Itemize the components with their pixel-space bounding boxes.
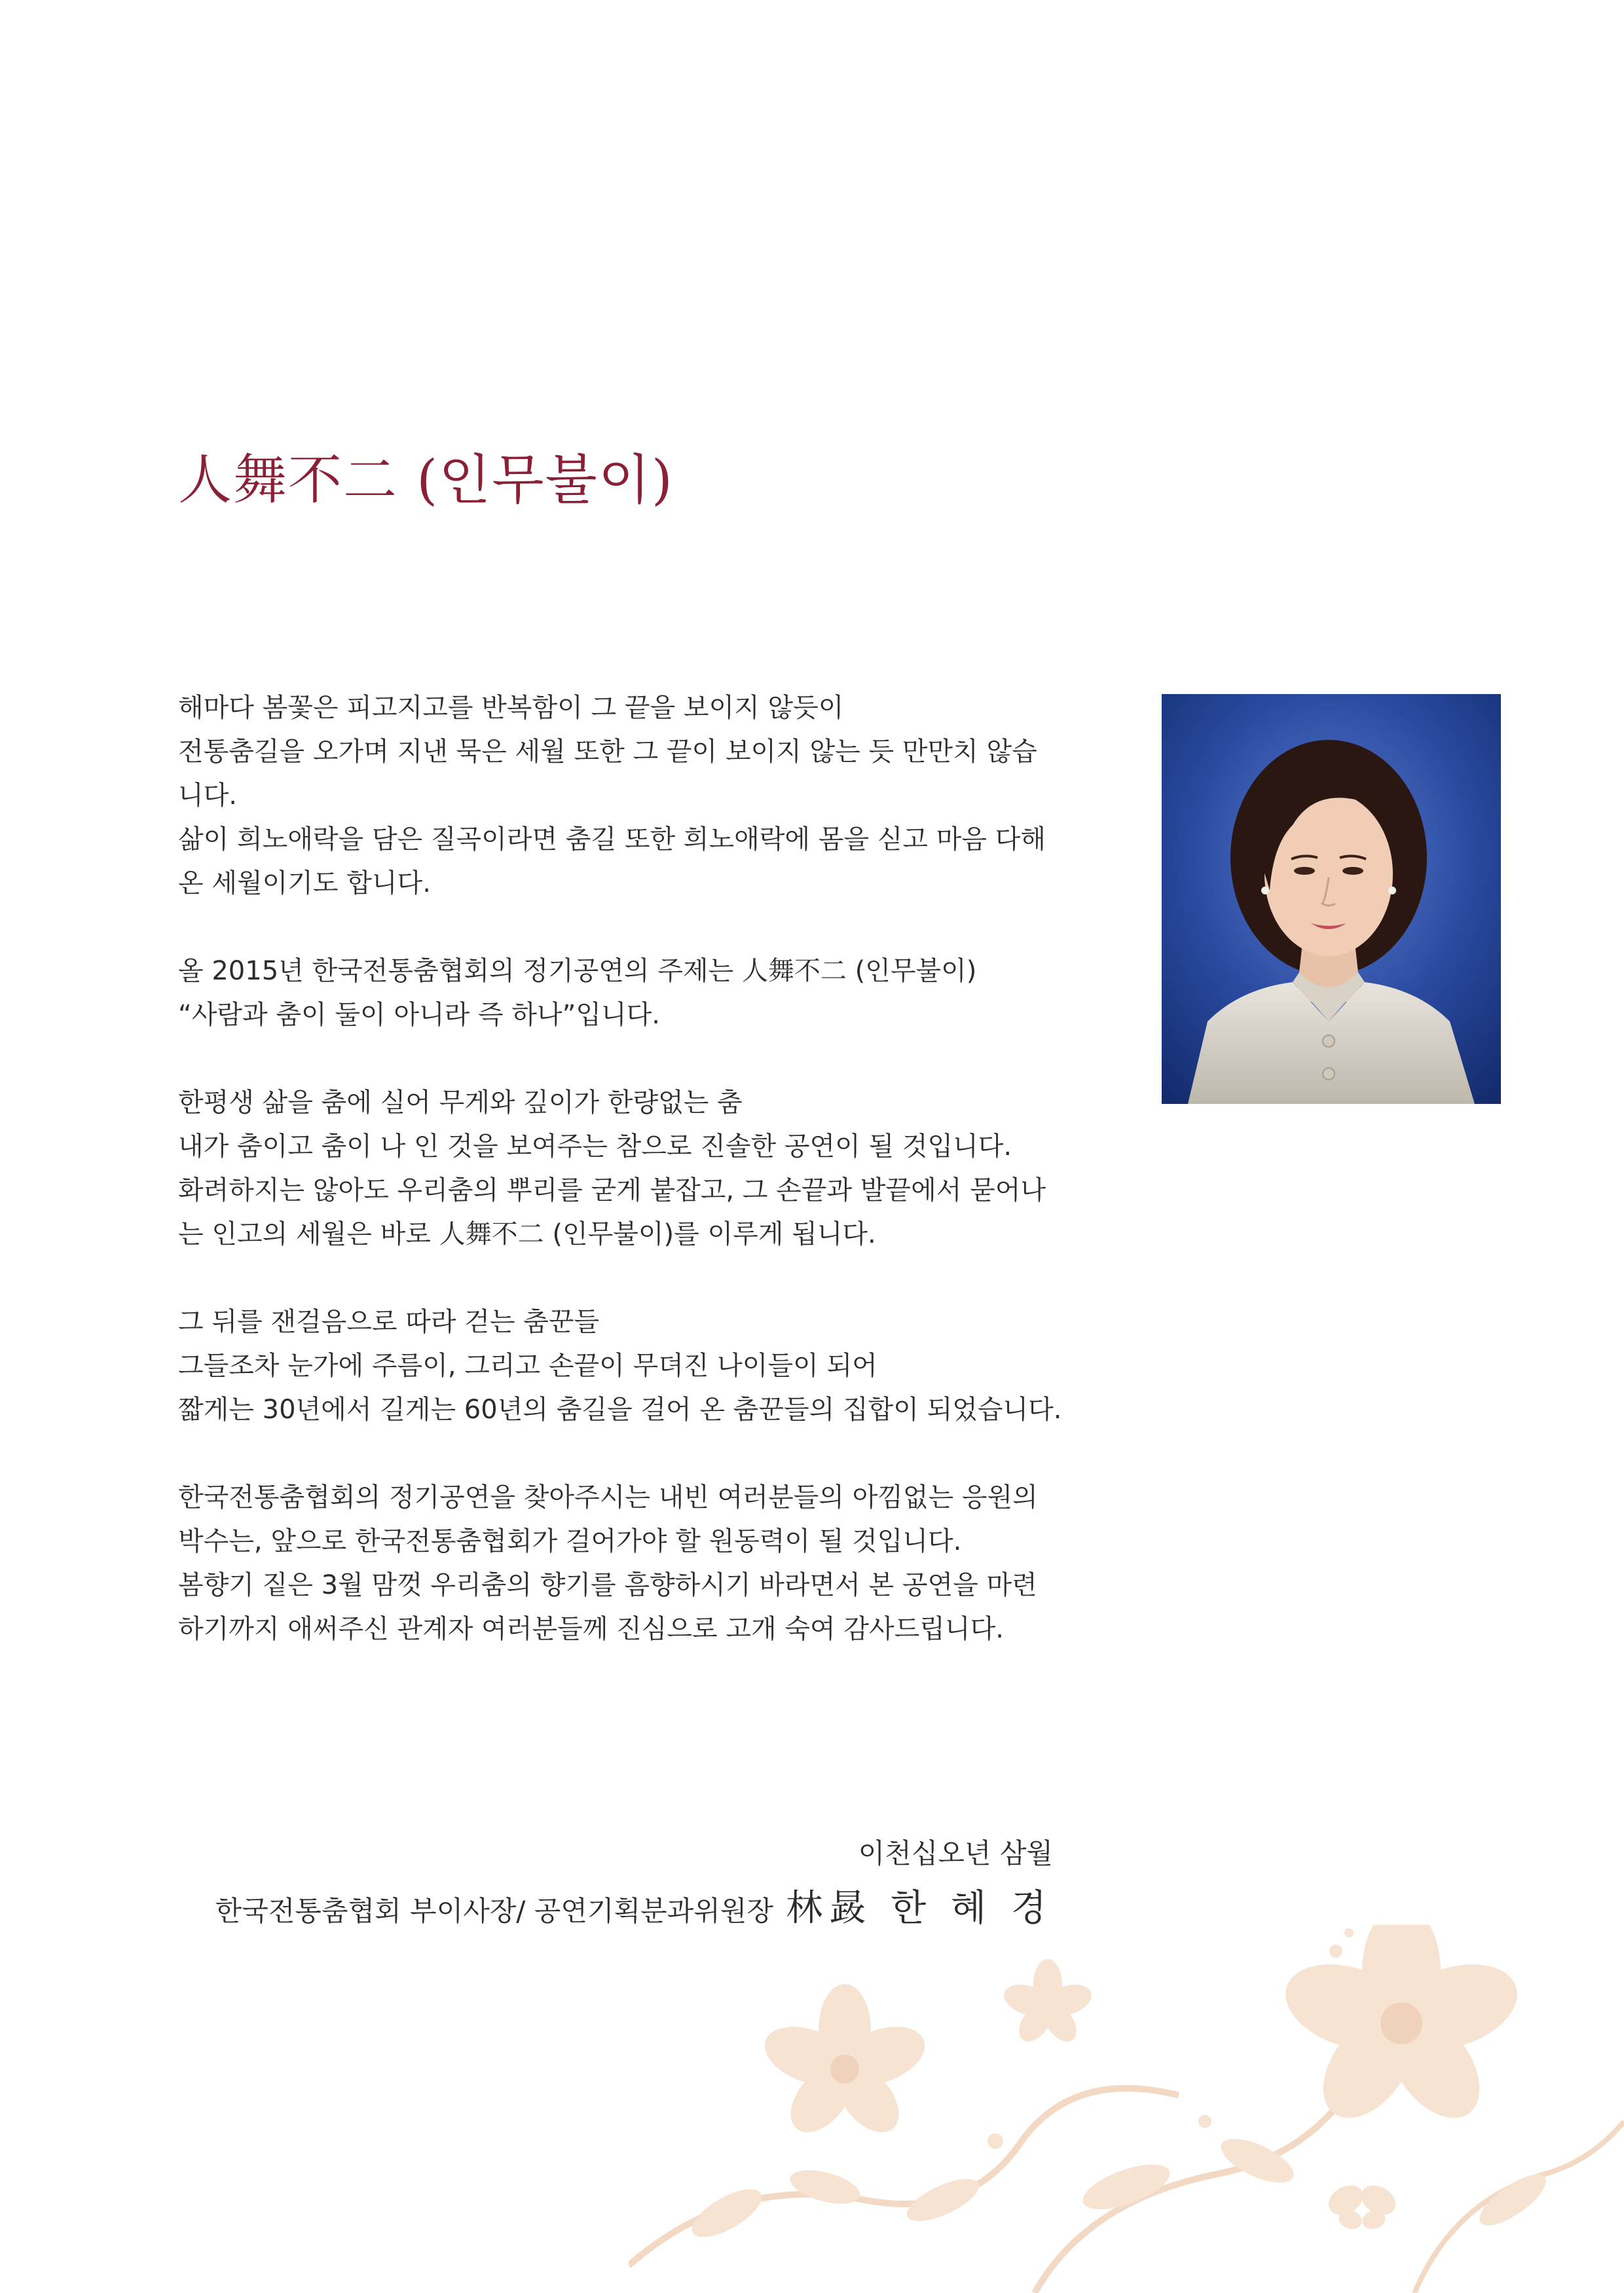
text-line: 화려하지는 않아도 우리춤의 뿌리를 굳게 붙잡고, 그 손끝과 발끝에서 묻어나 [178, 1175, 1046, 1205]
text-line: 한국전통춤협회의 정기공연을 찾아주시는 내빈 여러분들의 아낌없는 응원의 [178, 1482, 1038, 1513]
text-line: 온 세월이기도 합니다. [178, 868, 431, 898]
text-line: 박수는, 앞으로 한국전통춤협회가 걸어가야 할 원동력이 될 것입니다. [178, 1526, 962, 1556]
closing-date: 이천십오년 삼월 [858, 1837, 1053, 1869]
text-line: 내가 춤이고 춤이 나 인 것을 보여주는 참으로 진솔한 공연이 될 것입니다. [178, 1131, 1012, 1162]
author-name: 林晸 한 혜 경 [786, 1887, 1053, 1930]
paragraph-3 [178, 1081, 1056, 1257]
text-line: 짧게는 30년에서 길게는 60년의 춤길을 걸어 온 춤꾼들의 집합이 되었습니다. [178, 1395, 1062, 1425]
text-line: 그 뒤를 잰걸음으로 따라 걷는 춤꾼들 [178, 1307, 600, 1337]
text-line: 전통춤길을 오가며 지낸 묵은 세월 또한 그 끝이 보이지 않는 듯 만만치 않습 [178, 737, 1037, 767]
author-portrait [1162, 694, 1501, 1104]
letter-body [178, 686, 1062, 1695]
text-line: 한평생 삶을 춤에 실어 무게와 깊이가 한량없는 춤 [178, 1088, 743, 1118]
text-line: 는 인고의 세월은 바로 人舞不二 (인무불이)를 이루게 됩니다. [178, 1219, 876, 1249]
text-line: 해마다 봄꽃은 피고지고를 반복함이 그 끝을 보이지 않듯이 [178, 693, 844, 723]
text-line: 봄향기 짙은 3월 맘껏 우리춤의 향기를 흠향하시기 바라면서 본 공연을 마련 [178, 1570, 1037, 1600]
floral-decoration [629, 1925, 1624, 2293]
text-line: “사람과 춤이 둘이 아니라 즉 하나”입니다. [178, 1000, 660, 1030]
text-line: 삶이 희노애락을 담은 질곡이라면 춤길 또한 희노애락에 몸을 싣고 마음 다해 [178, 824, 1046, 854]
author-position: 한국전통춤협회 부이사장/ 공연기획분과위원장 [215, 1895, 773, 1927]
paragraph-2 [178, 949, 1056, 1037]
text-line: 니다. [178, 780, 237, 811]
text-line: 하기까지 애써주신 관계자 여러분들께 진심으로 고개 숙여 감사드립니다. [178, 1614, 1004, 1644]
portrait-illustration [1162, 694, 1501, 1104]
page-title: 人舞不二 (인무불이) [178, 449, 674, 511]
signature-line [215, 1879, 1053, 1932]
paragraph-5 [178, 1476, 1056, 1651]
text-line: 그들조차 눈가에 주름이, 그리고 손끝이 무뎌진 나이들이 되어 [178, 1351, 877, 1381]
text-line: 올 2015년 한국전통춤협회의 정기공연의 주제는 人舞不二 (인무불이) [178, 956, 977, 986]
paragraph-1 [178, 686, 1056, 906]
paragraph-4 [178, 1300, 1062, 1432]
